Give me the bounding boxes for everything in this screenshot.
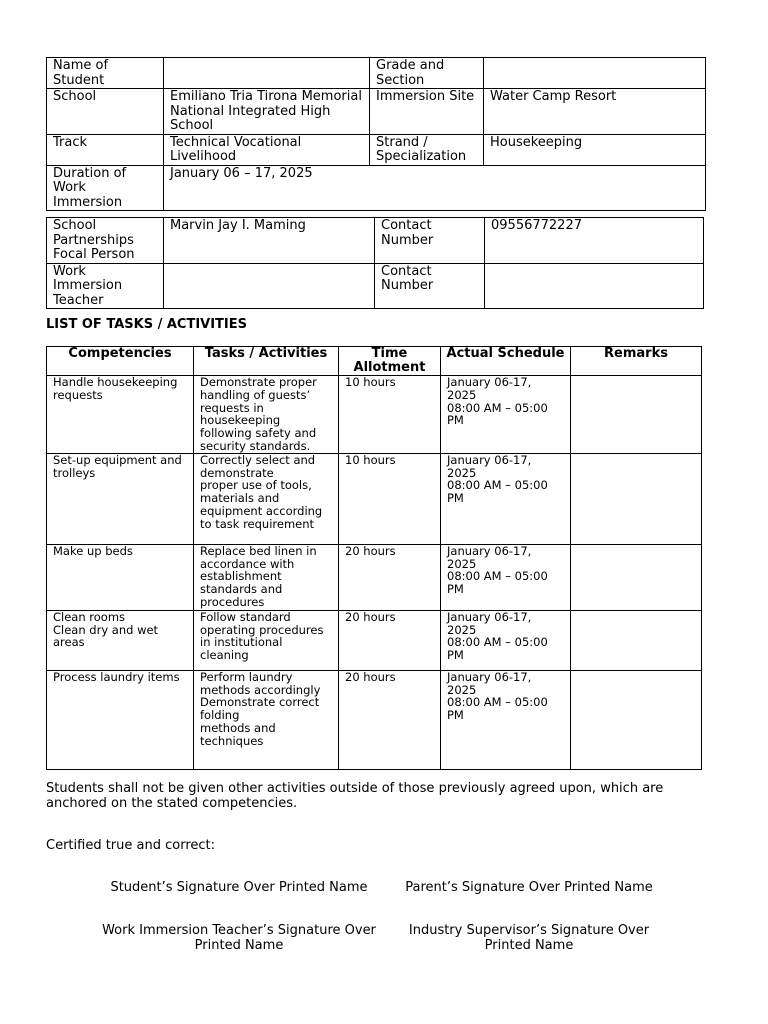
focal-person-label: School Partnerships Focal Person bbox=[47, 218, 164, 264]
remarks-cell bbox=[571, 670, 702, 769]
name-value bbox=[164, 58, 370, 89]
school-value: Emiliano Tria Tirona Memorial National Integrated High School bbox=[164, 89, 370, 135]
certified-text: Certified true and correct: bbox=[46, 838, 215, 853]
student-info-table bbox=[46, 57, 706, 211]
teacher-value bbox=[164, 263, 375, 309]
grade-label: Grade and Section bbox=[370, 58, 484, 89]
activities-note: Students shall not be given other activities outside of those previously agreed upon, which are anchored on the stated competencies. bbox=[46, 781, 664, 811]
table-row bbox=[47, 610, 702, 670]
duration-label: Duration of Work Immersion bbox=[47, 165, 164, 211]
remarks-cell bbox=[571, 544, 702, 610]
header-remarks: Remarks bbox=[571, 347, 702, 376]
schedule-cell: January 06-17, 2025 08:00 AM – 05:00 PM bbox=[441, 453, 571, 544]
remarks-cell bbox=[571, 453, 702, 544]
competency-cell: Make up beds bbox=[47, 544, 194, 610]
header-time: Time Allotment bbox=[339, 347, 441, 376]
focal-contact-label: Contact Number bbox=[375, 218, 485, 264]
duration-value: January 06 – 17, 2025 bbox=[164, 165, 706, 211]
header-tasks: Tasks / Activities bbox=[194, 347, 339, 376]
table-row bbox=[47, 670, 702, 769]
time-cell: 10 hours bbox=[339, 453, 441, 544]
tasks-table bbox=[46, 346, 702, 770]
name-label: Name of Student bbox=[47, 58, 164, 89]
focal-contact-value: 09556772227 bbox=[485, 218, 704, 264]
school-label: School bbox=[47, 89, 164, 135]
table-row bbox=[47, 544, 702, 610]
task-cell: Correctly select and demonstrate proper use of tools, materials and equipment according to task requirement bbox=[194, 453, 339, 544]
schedule-cell: January 06-17, 2025 08:00 AM – 05:00 PM bbox=[441, 610, 571, 670]
teacher-signature-line: Work Immersion Teacher’s Signature Over Printed Name bbox=[102, 923, 376, 953]
competency-cell: Set-up equipment and trolleys bbox=[47, 453, 194, 544]
remarks-cell bbox=[571, 610, 702, 670]
header-schedule: Actual Schedule bbox=[441, 347, 571, 376]
table-row bbox=[47, 453, 702, 544]
competency-cell: Handle housekeeping requests bbox=[47, 376, 194, 454]
task-cell: Follow standard operating procedures in institutional cleaning bbox=[194, 610, 339, 670]
teacher-label: Work Immersion Teacher bbox=[47, 263, 164, 309]
contacts-table bbox=[46, 217, 704, 309]
supervisor-signature-line: Industry Supervisor’s Signature Over Printed Name bbox=[408, 923, 650, 953]
teacher-contact-value bbox=[485, 263, 704, 309]
grade-value bbox=[484, 58, 706, 89]
time-cell: 20 hours bbox=[339, 670, 441, 769]
track-value: Technical Vocational Livelihood bbox=[164, 134, 370, 165]
schedule-cell: January 06-17, 2025 08:00 AM – 05:00 PM bbox=[441, 670, 571, 769]
student-signature-line: Student’s Signature Over Printed Name bbox=[110, 880, 368, 895]
focal-person-value: Marvin Jay I. Maming bbox=[164, 218, 375, 264]
task-cell: Perform laundry methods accordingly Demonstrate correct folding methods and techniques bbox=[194, 670, 339, 769]
parent-signature-line: Parent’s Signature Over Printed Name bbox=[405, 880, 653, 895]
schedule-cell: January 06-17, 2025 08:00 AM – 05:00 PM bbox=[441, 376, 571, 454]
header-competencies: Competencies bbox=[47, 347, 194, 376]
competency-cell: Clean rooms Clean dry and wet areas bbox=[47, 610, 194, 670]
remarks-cell bbox=[571, 376, 702, 454]
schedule-cell: January 06-17, 2025 08:00 AM – 05:00 PM bbox=[441, 544, 571, 610]
time-cell: 20 hours bbox=[339, 610, 441, 670]
site-value: Water Camp Resort bbox=[484, 89, 706, 135]
table-row bbox=[47, 376, 702, 454]
tasks-heading: LIST OF TASKS / ACTIVITIES bbox=[46, 317, 248, 332]
site-label: Immersion Site bbox=[370, 89, 484, 135]
strand-label: Strand / Specialization bbox=[370, 134, 484, 165]
time-cell: 10 hours bbox=[339, 376, 441, 454]
strand-value: Housekeeping bbox=[484, 134, 706, 165]
task-cell: Demonstrate proper handling of guests’ requests in housekeeping following safety and security standards. bbox=[194, 376, 339, 454]
competency-cell: Process laundry items bbox=[47, 670, 194, 769]
teacher-contact-label: Contact Number bbox=[375, 263, 485, 309]
task-cell: Replace bed linen in accordance with establishment standards and procedures bbox=[194, 544, 339, 610]
track-label: Track bbox=[47, 134, 164, 165]
time-cell: 20 hours bbox=[339, 544, 441, 610]
